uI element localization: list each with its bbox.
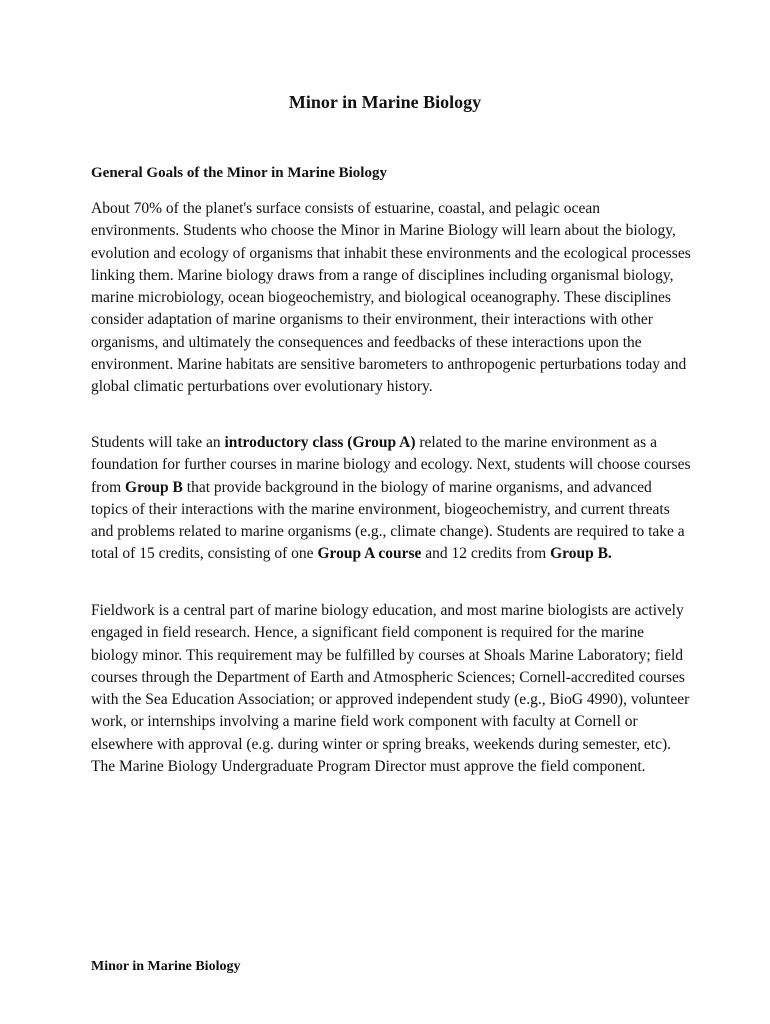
section-heading: General Goals of the Minor in Marine Biology bbox=[91, 165, 387, 181]
paragraph-course-requirements bbox=[91, 432, 691, 566]
paragraph2-bold-group-a-course: Group A course bbox=[317, 545, 422, 563]
paragraph-fieldwork: Fieldwork is a central part of marine biology education, and most marine biologists are actively engaged in field research. Hence, a significant field component is required for the marine biology minor. This requirement may be fulfilled by courses at Shoals Marine Laboratory; field courses through the Department of Earth and Atmospheric Sciences; Cornell-accredited courses with the Sea Education Association; or approved independent study (e.g., BioG 4990), volunteer work, or internships involving a marine field work component with faculty at Cornell or elsewhere with approval (e.g. during winter or spring breaks, weekends during semester, etc). The Marine Biology Undergraduate Program Director must approve the field component. bbox=[91, 602, 690, 776]
paragraph2-text-2: related to the marine environment as a foundation for further courses in marine biology and ecology. Next, students will choose courses from bbox=[91, 434, 691, 496]
paragraph2-bold-group-b: Group B bbox=[125, 478, 183, 496]
paragraph2-text-4: and 12 credits from bbox=[421, 545, 551, 563]
paragraph2-text-1: Students will take an bbox=[91, 434, 225, 451]
paragraph2-bold-intro-class: introductory class (Group A) bbox=[224, 434, 416, 451]
paragraph2-bold-group-b-end: Group B. bbox=[550, 545, 612, 563]
page-title: Minor in Marine Biology bbox=[288, 92, 482, 112]
paragraph-goals: About 70% of the planet's surface consists of estuarine, coastal, and pelagic ocean environments. Students who choose the Minor in Marine Biology will learn about the biology, evolution and ecology of organisms that inhabit these environments and the ecological processes linking them. Marine biology draws from a range of disciplines including organismal biology, marine microbiology, ocean biogeochemistry, and biological oceanography. These disciplines consider adaptation of marine organisms to their environment, their interactions with other organisms, and ultimately the consequences and feedbacks of these interactions upon the environment. Marine habitats are sensitive barometers to anthropogenic perturbations today and global climatic perturbations over evolutionary history. bbox=[91, 200, 691, 396]
page-footer: Minor in Marine Biology bbox=[91, 959, 241, 974]
paragraph2-text-3: that provide background in the biology of marine organisms, and advanced topics of their interactions with the marine environment, biogeochemistry, and current threats and problems related to marine organisms (e.g., climate change). Students are required to take a total of 15 credits, consisting of one bbox=[91, 478, 685, 563]
